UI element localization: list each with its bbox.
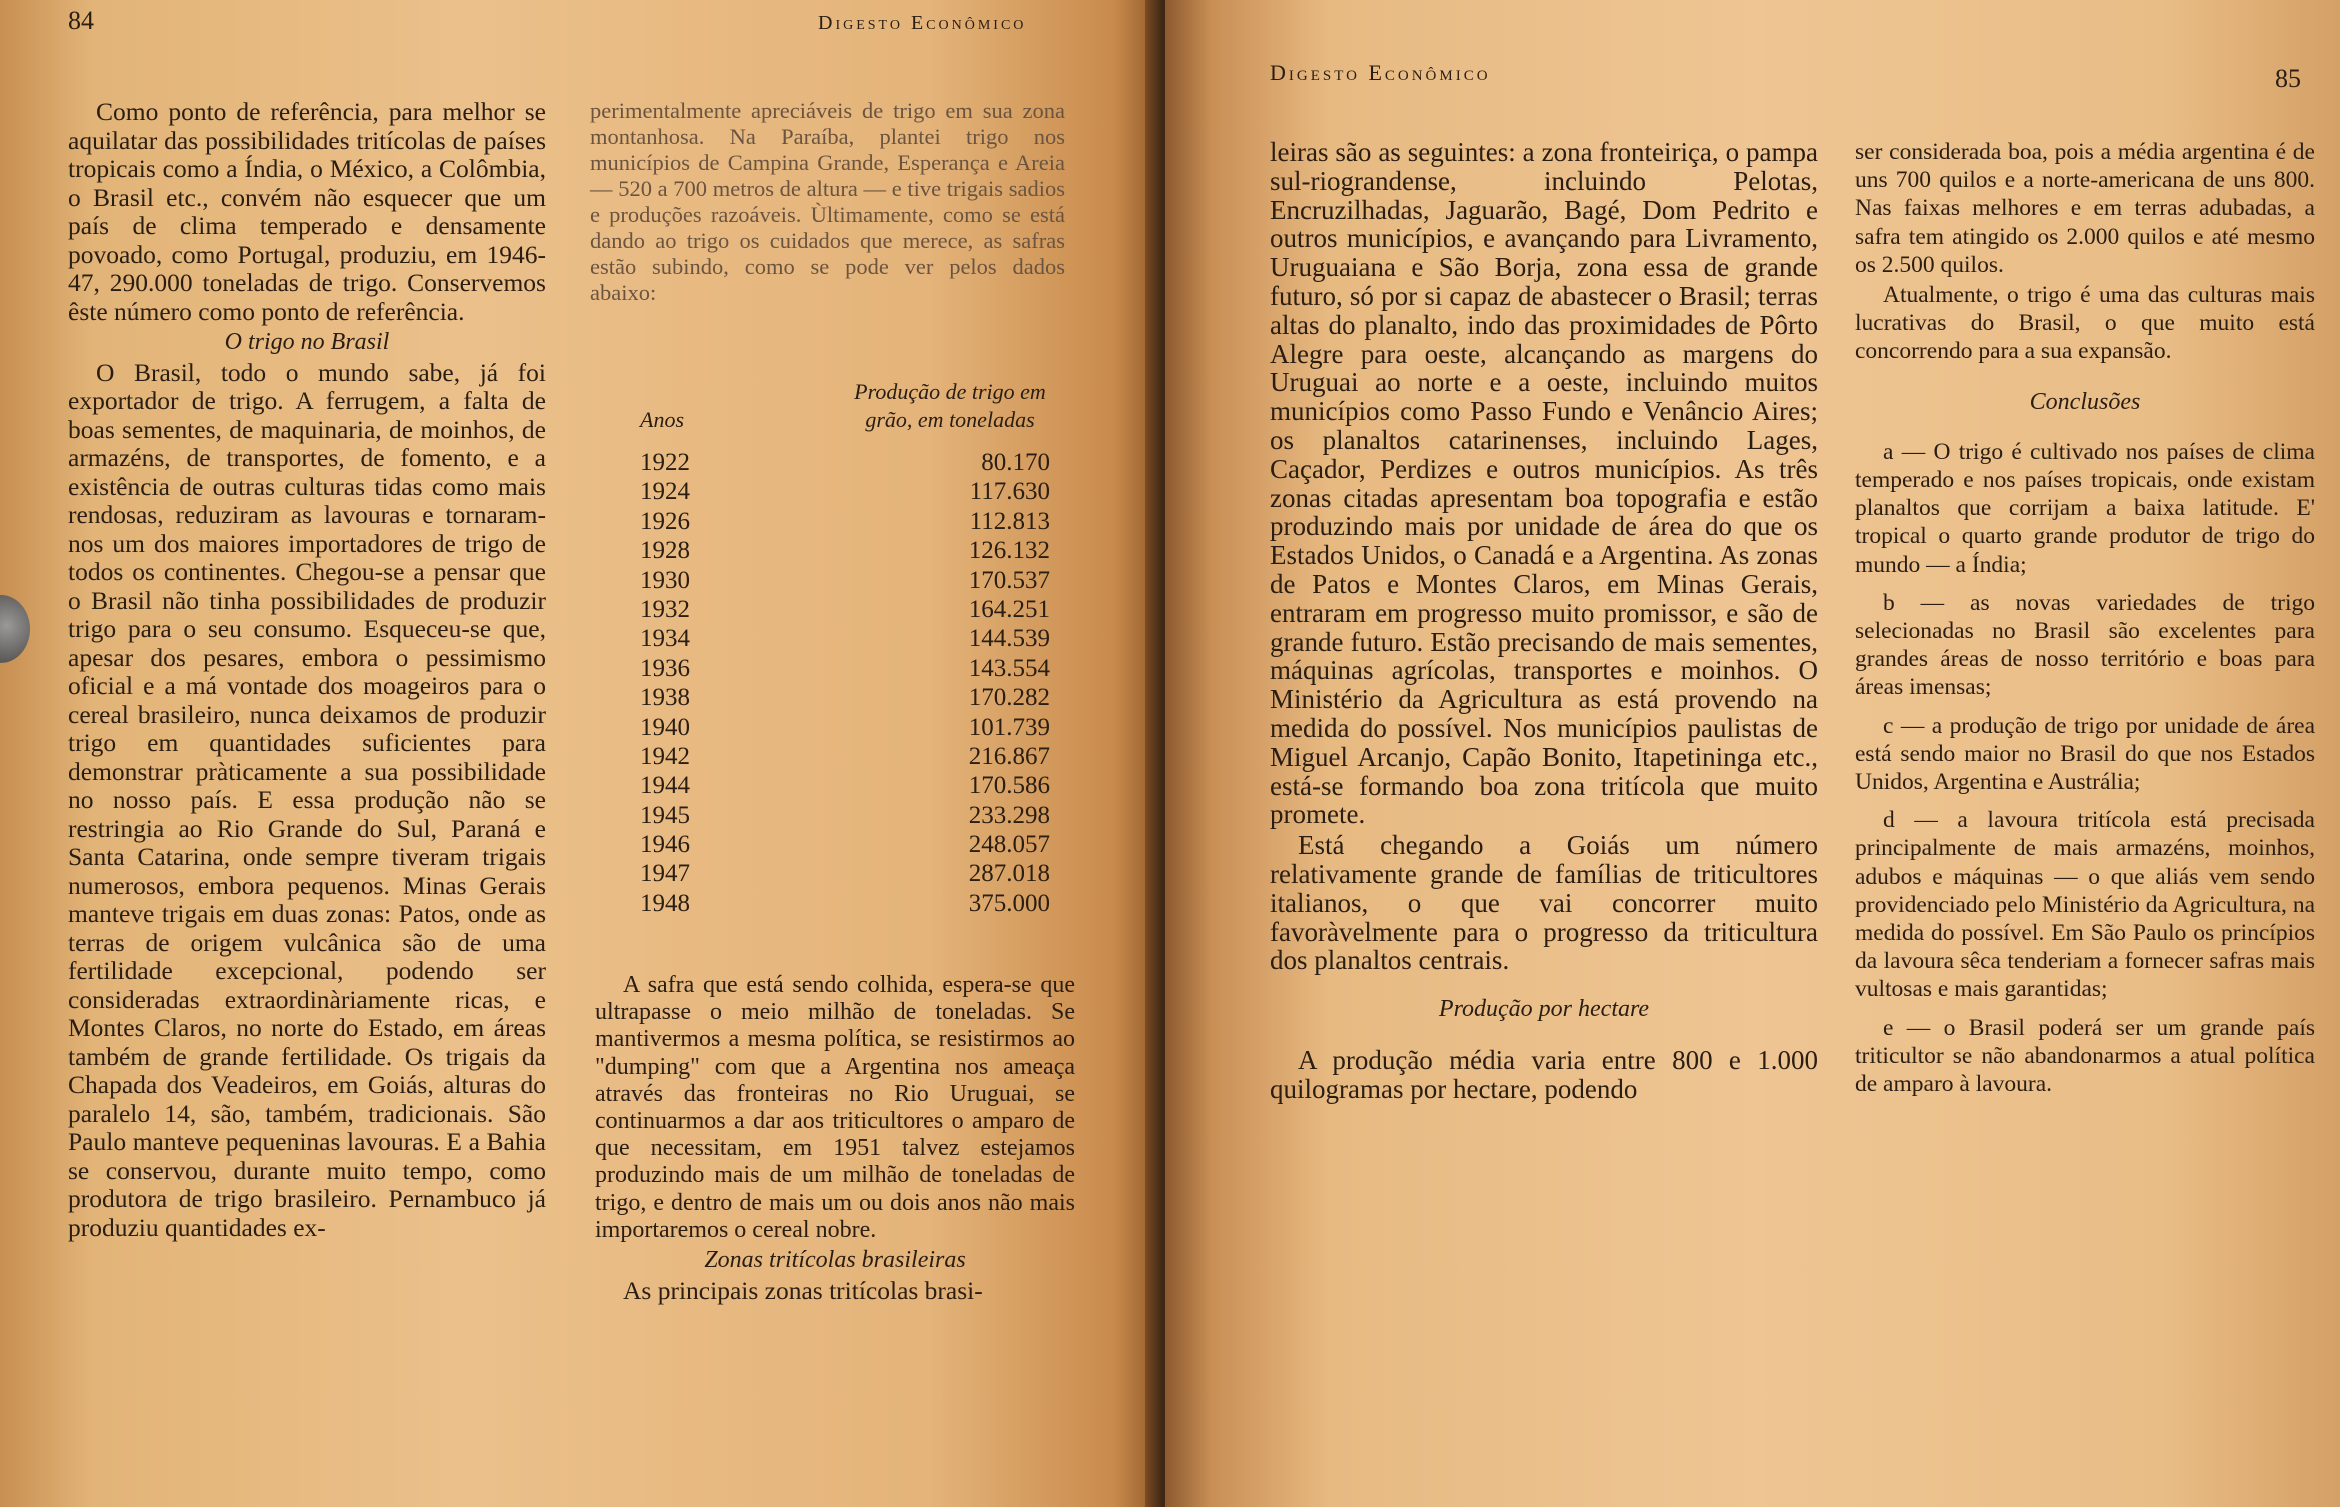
table-cell-year: 1947 bbox=[640, 860, 690, 888]
left-column-2 bbox=[590, 98, 1065, 306]
table-cell-year: 1932 bbox=[640, 595, 690, 623]
paragraph: A produção média varia entre 800 e 1.000 quilogramas por hectare, podendo bbox=[1270, 1044, 1818, 1104]
table-cell-year: 1944 bbox=[640, 772, 690, 800]
right-page-number: 85 bbox=[2275, 64, 2301, 93]
left-running-head: Digesto Econômico bbox=[818, 12, 1027, 34]
table-cell-value: 80.170 bbox=[981, 449, 1050, 476]
table-cell-year: 1946 bbox=[640, 831, 690, 859]
table-row bbox=[620, 624, 1060, 653]
right-page bbox=[1165, 0, 2340, 1507]
conclusion-item: e — o Brasil poderá ser um grande país triticultor se não abandonarmos a atual política de amparo à lavoura. bbox=[1855, 1014, 2315, 1098]
table-cell-value: 144.539 bbox=[968, 625, 1050, 653]
paragraph: leiras são as seguintes: a zona fronteiriça, o pampa sul-riograndense, incluindo Pelotas, Encruzilhadas, Jaguarão, Bagé, Dom Pedrito e outros municípios, e avançando para Livramento, Uruguaiana e São Borja, zona essa de grande futuro, só por si capaz de abastecer o Brasil; terras altas do planalto, indo das proximidades de Pôrto Alegre para oeste, alcançando as margens do Uruguai ao norte e a oeste, incluindo muitos municípios como Passo Fundo e Venâncio Aires; os planaltos catarinenses, incluindo Lages, Caçador, Perdizes e outros municípios. As três zonas citadas apresentam boa topografia e estão produzindo mais por unidade de área do que os Estados Unidos, o Canadá e a Argentina. As zonas de Patos e Montes Claros, em Minas Gerais, entraram em progresso muito promissor, e são de grande futuro. Estão precisando de mais sementes, máquinas agrícolas, transportes e moinhos. O Ministério da Agricultura as está provendo na medida do possível. Nos municípios paulistas de Miguel Arcanjo, Capão Bonito, Itapetininga etc., está-se formando boa zona tritícola que muito promete. bbox=[1270, 137, 1818, 830]
paragraph: Atualmente, o trigo é uma das culturas mais lucrativas do Brasil, o que muito está concorrendo para a sua expansão. bbox=[1855, 282, 2315, 365]
right-column-2 bbox=[1855, 138, 2315, 1098]
paragraph: Como ponto de referência, para melhor se aquilatar das possibilidades tritícolas de países tropicais como a Índia, o México, a Colômbia, o Brasil etc., convém não esquecer que um país de clima temperado e densamente povoado, como Portugal, produziu, em 1946-47, 290.000 toneladas de trigo. Conservemos êste número como ponto de referência. bbox=[68, 97, 546, 326]
table-row bbox=[620, 889, 1060, 918]
table-row bbox=[620, 801, 1060, 830]
conclusion-item: b — as novas variedades de trigo selecionadas no Brasil são excelentes para grandes áreas de nosso território e boas para áreas imensas; bbox=[1855, 589, 2315, 701]
table-cell-year: 1922 bbox=[640, 449, 690, 476]
table-row bbox=[620, 742, 1060, 771]
table-row bbox=[620, 683, 1060, 712]
table-row bbox=[620, 507, 1060, 536]
table-cell-year: 1926 bbox=[640, 507, 690, 535]
table-cell-year: 1930 bbox=[640, 566, 690, 594]
paragraph: Está chegando a Goiás um número relativamente grande de famílias de triticultores italianos, o que vai concorrer muito favoràvelmente para o progresso da triticultura dos planaltos centrais. bbox=[1270, 830, 1818, 976]
wheat-production-table bbox=[620, 378, 1060, 918]
table-cell-year: 1936 bbox=[640, 654, 690, 682]
table-header-year: Anos bbox=[640, 407, 684, 432]
table-row bbox=[620, 536, 1060, 565]
table-cell-value: 101.739 bbox=[968, 713, 1050, 741]
paragraph: ser considerada boa, pois a média argentina é de uns 700 quilos e a norte-americana de uns 800. Nas faixas melhores e em terras adubadas, a safra tem atingido os 2.000 quilos e até mesmo os 2.500 quilos. bbox=[1855, 139, 2315, 278]
left-page-number: 84 bbox=[68, 6, 94, 35]
table-cell-year: 1934 bbox=[640, 625, 690, 653]
table-cell-value: 117.630 bbox=[969, 478, 1050, 506]
table-cell-value: 164.251 bbox=[968, 595, 1050, 623]
section-heading: Produção por hectare bbox=[1438, 996, 1650, 1023]
right-running-head: Digesto Econômico bbox=[1270, 60, 1491, 85]
table-cell-year: 1938 bbox=[640, 684, 690, 712]
table-cell-year: 1928 bbox=[640, 537, 690, 565]
table-cell-value: 170.586 bbox=[968, 772, 1050, 800]
conclusion-item: c — a produção de trigo por unidade de área está sendo maior no Brasil do que nos Estados Unidos, Argentina e Austrália; bbox=[1855, 712, 2315, 796]
left-column-1 bbox=[68, 98, 546, 1242]
table-cell-value: 126.132 bbox=[968, 537, 1050, 565]
table-body bbox=[620, 448, 1060, 918]
conclusions-list bbox=[1855, 438, 2315, 1098]
table-cell-year: 1942 bbox=[640, 742, 690, 770]
table-cell-value: 248.057 bbox=[968, 831, 1050, 859]
table-cell-value: 112.813 bbox=[969, 507, 1050, 535]
table-cell-year: 1940 bbox=[640, 713, 690, 741]
table-cell-year: 1945 bbox=[640, 801, 690, 829]
paragraph: perimentalmente apreciáveis de trigo em sua zona montanhosa. Na Paraíba, plantei trigo nos municípios de Campina Grande, Esperança e Areia — 520 a 700 metros de altura — e tive trigais sadios e produções razoáveis. Ùltimamente, como se está dando ao trigo os cuidados que merece, as safras estão subindo, como se pode ver pelos dados abaixo: bbox=[590, 98, 1065, 305]
paragraph: A safra que está sendo colhida, espera-se que ultrapasse o meio milhão de toneladas. Se mantivermos a mesma política, se resistirmos ao "dumping" com que a Argentina nos ameaça através das fronteiras no Rio Uruguai, se continuarmos a dar aos triticultores o amparo de que necessitam, em 1951 talvez estejamos produzindo mais de um milhão de toneladas de trigo, e dentro de mais um ou dois anos não mais importaremos o cereal nobre. bbox=[595, 972, 1075, 1243]
table-cell-year: 1924 bbox=[640, 478, 690, 506]
table-row bbox=[620, 448, 1060, 477]
table-cell-value: 143.554 bbox=[968, 654, 1050, 682]
table-header bbox=[620, 378, 1060, 434]
table-cell-year: 1948 bbox=[640, 889, 690, 917]
left-column-2-bottom bbox=[595, 972, 1075, 1305]
table-row bbox=[620, 859, 1060, 888]
conclusion-item: d — a lavoura tritícola está precisada principalmente de mais armazéns, moinhos, adubos e máquinas — o que aliás vem sendo providenciado pelo Ministério da Agricultura, na medida do possível. Em São Paulo os princípios da lavoura sêca tenderiam a fornecer safras mais vultosas e mais garantidas; bbox=[1855, 807, 2315, 1003]
table-cell-value: 287.018 bbox=[968, 860, 1050, 888]
table-cell-value: 233.298 bbox=[968, 801, 1050, 829]
table-cell-value: 170.282 bbox=[968, 684, 1050, 712]
section-heading: O trigo no Brasil bbox=[224, 329, 390, 355]
table-header-production: Produção de trigo em grão, em toneladas bbox=[854, 379, 1046, 432]
paragraph: As principais zonas tritícolas brasi- bbox=[623, 1275, 983, 1305]
table-cell-value: 216.867 bbox=[968, 742, 1050, 770]
paragraph: O Brasil, todo o mundo sabe, já foi exportador de trigo. A ferrugem, a falta de boas sementes, de maquinaria, de moinhos, de armazéns, de transportes, de fomento, e a existência de outras culturas tidas como mais rendosas, reduziram as lavouras e tornaram-nos um dos maiores importadores de trigo de todos os continentes. Chegou-se a pensar que o Brasil não tinha possibilidades de produzir trigo para o seu consumo. Esqueceu-se que, apesar dos pesares, embora o pessimismo oficial e a má vontade dos moageiros para o cereal brasileiro, nunca deixamos de produzir trigo em quantidades suficientes para demonstrar pràticamente a sua possibilidade no nosso país. E essa produção não se restringia ao Rio Grande do Sul, Paraná e Santa Catarina, onde sempre tiveram trigais numerosos, embora pequenos. Minas Gerais manteve trigais em duas zonas: Patos, onde as terras de origem vulcânica são de uma fertilidade excepcional, podendo ser consideradas extraordinàriamente ricas, e Montes Claros, no norte do Estado, em áreas também de grande fertilidade. Os trigais da Chapada dos Veadeiros, em Goiás, alturas do paralelo 14, são, também, tradicionais. São Paulo manteve pequeninas lavouras. E a Bahia se conservou, durante muito tempo, como produtora de trigo brasileiro. Pernambuco já produziu quantidades ex- bbox=[68, 357, 546, 1242]
right-column-1 bbox=[1270, 138, 1818, 1104]
table-row bbox=[620, 713, 1060, 742]
table-row bbox=[620, 654, 1060, 683]
table-row bbox=[620, 771, 1060, 800]
table-row bbox=[620, 595, 1060, 624]
table-cell-value: 170.537 bbox=[968, 566, 1050, 594]
section-heading: Zonas tritícolas brasileiras bbox=[704, 1247, 966, 1274]
table-row bbox=[620, 566, 1060, 595]
table-row bbox=[620, 830, 1060, 859]
conclusion-item: a — O trigo é cultivado nos países de clima temperado e nos países tropicais, onde existam planaltos que corrijam a baixa latitude. E' tropical o quarto grande produtor de trigo do mundo — a Índia; bbox=[1855, 438, 2315, 578]
section-heading: Conclusões bbox=[2029, 388, 2141, 415]
left-page bbox=[0, 0, 1160, 1507]
table-row bbox=[620, 477, 1060, 506]
table-cell-value: 375.000 bbox=[968, 889, 1050, 917]
binding-hole bbox=[0, 595, 30, 663]
